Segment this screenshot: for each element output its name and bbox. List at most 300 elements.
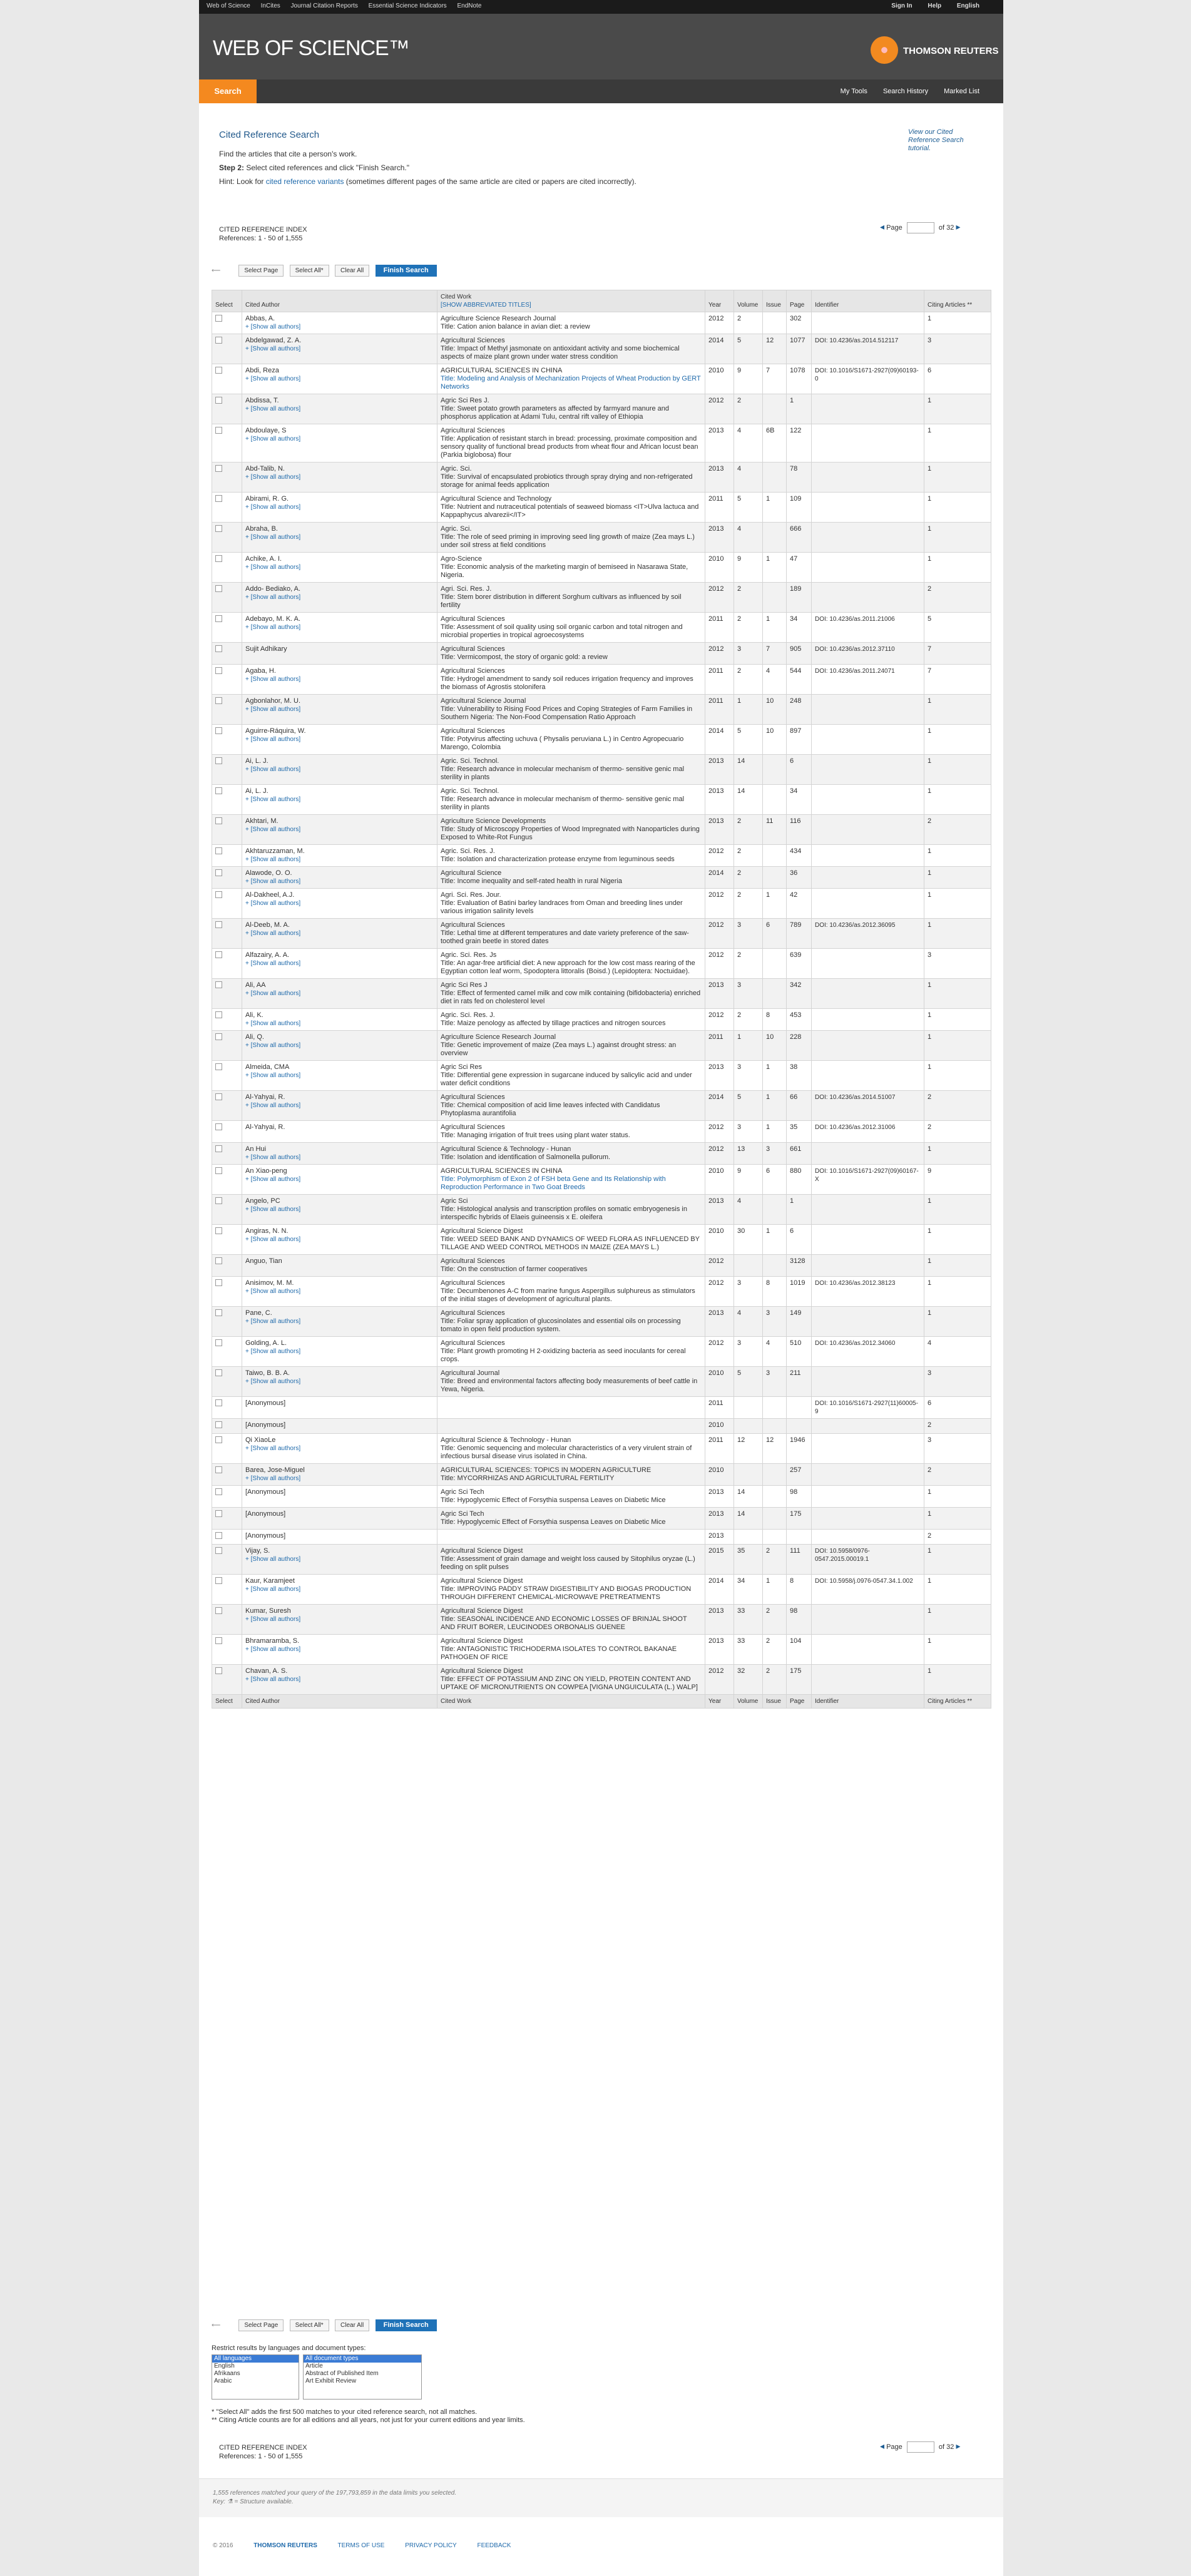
- feedback-link[interactable]: FEEDBACK: [477, 2542, 511, 2549]
- select-all-button[interactable]: Select All*: [290, 2319, 329, 2331]
- page: 434: [790, 847, 802, 855]
- clear-all-button[interactable]: Clear All: [335, 2319, 369, 2331]
- cited-author: Achike, A. I.: [245, 555, 282, 563]
- select-checkbox[interactable]: [215, 1011, 222, 1018]
- table-row: [212, 785, 991, 815]
- table-row: [212, 1464, 991, 1486]
- select-checkbox[interactable]: [215, 817, 222, 824]
- select-checkbox[interactable]: [215, 757, 222, 764]
- cited-author: Pane, C.: [245, 1309, 272, 1317]
- cited-title[interactable]: Title: Polymorphism of Exon 2 of FSH beta Gene and Its Relationship with Reproduction Performance in Two Goat Breeds: [441, 1175, 666, 1191]
- year: 2014: [708, 1093, 724, 1101]
- search-history-link[interactable]: Search History: [882, 88, 929, 95]
- show-all-authors-link[interactable]: + [Show all authors]: [245, 474, 301, 481]
- finish-search-button[interactable]: Finish Search: [376, 265, 437, 277]
- citing-count: 1: [928, 397, 932, 404]
- next-page-icon[interactable]: ▸: [956, 2441, 961, 2451]
- show-all-authors-link[interactable]: + [Show all authors]: [245, 345, 301, 352]
- citing-count: 1: [928, 427, 932, 434]
- cited-work: Agriculture Science Research Journal: [441, 1033, 556, 1041]
- pager-top: ◂ Page of 32 ▸: [880, 222, 960, 233]
- cited-author: [Anonymous]: [245, 1510, 286, 1518]
- issue: 1: [766, 1093, 770, 1101]
- identifier: DOI: 10.4236/as.2012.37110: [815, 646, 895, 653]
- table-row: [212, 1530, 991, 1545]
- select-checkbox[interactable]: [215, 1667, 222, 1674]
- citing-count: 6: [928, 1399, 932, 1407]
- volume: 5: [737, 337, 742, 344]
- citing-count: 1: [928, 1227, 932, 1235]
- page: 36: [790, 869, 798, 877]
- select-checkbox[interactable]: [215, 427, 222, 434]
- table-row: [212, 463, 991, 493]
- select-checkbox[interactable]: [215, 1577, 222, 1584]
- show-all-authors-link[interactable]: + [Show all authors]: [245, 1318, 301, 1325]
- table-row: [212, 889, 991, 919]
- year: 2013: [708, 1063, 724, 1071]
- page: 98: [790, 1607, 798, 1615]
- issue: 2: [766, 1607, 770, 1615]
- table-row: [212, 725, 991, 755]
- page: 789: [790, 921, 802, 929]
- page: [199, 0, 1003, 2576]
- show-all-authors-link[interactable]: + [Show all authors]: [245, 1042, 301, 1049]
- select-checkbox[interactable]: [215, 615, 222, 622]
- cited-title: Title: Cation anion balance in avian diet: a review: [441, 323, 590, 330]
- cited-work: Agric. Sci.: [441, 465, 472, 473]
- show-all-authors-link[interactable]: + [Show all authors]: [245, 376, 301, 382]
- cited-author: Ali, AA: [245, 981, 266, 989]
- cited-title: Title: Effect of fermented camel milk and cow milk containing (bifidobacteria) enriched diet in rats fed on cholesterol level: [441, 989, 701, 1005]
- identifier: DOI: 10.5958/0976-0547.2015.00019.1: [815, 1548, 870, 1563]
- year: 2015: [708, 1547, 724, 1555]
- show-all-authors-link[interactable]: + [Show all authors]: [245, 796, 301, 803]
- cited-author: Akhtaruzzaman, M.: [245, 847, 305, 855]
- page: 104: [790, 1637, 802, 1645]
- doctype-listbox[interactable]: All document types Article Abstract of Published Item Art Exhibit Review: [303, 2354, 422, 2400]
- year: 2012: [708, 397, 724, 404]
- identifier: DOI: 10.4236/as.2012.38123: [815, 1280, 896, 1287]
- page: 175: [790, 1667, 802, 1675]
- product-link[interactable]: Web of Science: [207, 3, 250, 9]
- citing-count: 6: [928, 367, 932, 374]
- restrict-label: Restrict results by languages and document types:: [212, 2344, 366, 2352]
- product-link[interactable]: EndNote: [457, 3, 482, 9]
- year: 2011: [708, 667, 723, 675]
- select-checkbox[interactable]: [215, 869, 222, 876]
- citing-count: 1: [928, 465, 932, 473]
- volume: 3: [737, 1339, 742, 1347]
- select-checkbox[interactable]: [215, 1607, 222, 1614]
- table-row: [212, 523, 991, 553]
- cited-work: Agricultural Sciences: [441, 1123, 505, 1131]
- cited-author: Angelo, PC: [245, 1197, 280, 1205]
- table-row: [212, 1225, 991, 1255]
- cited-title: Title: Hypoglycemic Effect of Forsythia suspensa Leaves on Diabetic Mice: [441, 1518, 666, 1526]
- select-checkbox[interactable]: [215, 1532, 222, 1539]
- show-all-authors-link[interactable]: + [Show all authors]: [245, 504, 301, 511]
- issue: 3: [766, 1309, 770, 1317]
- cited-work: Agric Sci Res J: [441, 981, 488, 989]
- issue: 2: [766, 1667, 770, 1675]
- terms-link[interactable]: TERMS OF USE: [337, 2542, 385, 2549]
- page-input[interactable]: [907, 222, 934, 233]
- select-checkbox[interactable]: [215, 1421, 222, 1428]
- select-checkbox[interactable]: [215, 697, 222, 704]
- issue: 6: [766, 921, 770, 929]
- page: 1946: [790, 1436, 805, 1444]
- volume: 2: [737, 585, 742, 593]
- select-checkbox[interactable]: [215, 1197, 222, 1204]
- show-all-authors-link[interactable]: + [Show all authors]: [245, 736, 301, 743]
- tutorial-link[interactable]: View our Cited Reference Search tutorial.: [908, 128, 964, 152]
- product-link[interactable]: Essential Science Indicators: [368, 3, 447, 9]
- nav-bar: [199, 79, 1003, 103]
- cited-author: Ali, Q.: [245, 1033, 264, 1041]
- identifier: DOI: 10.1016/S1671-2927(09)60167-X: [815, 1168, 919, 1183]
- page: 38: [790, 1063, 798, 1071]
- issue: 2: [766, 1637, 770, 1645]
- select-checkbox[interactable]: [215, 465, 222, 472]
- select-checkbox[interactable]: [215, 495, 222, 502]
- brand-logo: THOMSON REUTERS: [871, 34, 971, 65]
- cited-title: Title: Genetic improvement of maize (Zea mays L.) against drought stress: an overview: [441, 1041, 677, 1057]
- year: 2012: [708, 585, 724, 593]
- select-checkbox[interactable]: [215, 1436, 222, 1443]
- cited-title: Title: Differential gene expression in sugarcane induced by salicylic acid and under water deficit conditions: [441, 1071, 692, 1087]
- cited-title[interactable]: Title: Modeling and Analysis of Mechanization Projects of Wheat Production by GERT Networks: [441, 375, 701, 391]
- cited-title: Title: Potyvirus affecting uchuva ( Physalis peruviana L.) in Centro Agropecuario Marengo, Colombia: [441, 735, 684, 751]
- cited-work: Agric Sci: [441, 1197, 468, 1205]
- cited-author: Abdoulaye, S: [245, 427, 287, 434]
- select-checkbox[interactable]: [215, 1488, 222, 1495]
- table-row: [212, 1165, 991, 1195]
- table-row: [212, 1635, 991, 1665]
- select-checkbox[interactable]: [215, 1123, 222, 1130]
- year: 2010: [708, 1167, 724, 1175]
- table-row: [212, 979, 991, 1009]
- show-all-authors-link[interactable]: + [Show all authors]: [245, 1556, 301, 1563]
- table-row: [212, 1061, 991, 1091]
- year: 2012: [708, 315, 724, 322]
- select-checkbox[interactable]: [215, 1167, 222, 1174]
- table-row: [212, 1121, 991, 1143]
- show-all-authors-link[interactable]: + [Show all authors]: [245, 436, 301, 442]
- citing-count: 2: [928, 585, 932, 593]
- table-row: [212, 1575, 991, 1605]
- table-row: [212, 1508, 991, 1530]
- issue: 1: [766, 1123, 770, 1131]
- show-all-authors-link[interactable]: + [Show all authors]: [245, 624, 301, 631]
- year: 2014: [708, 337, 724, 344]
- year: 2013: [708, 1637, 724, 1645]
- variants-link[interactable]: cited reference variants: [265, 177, 344, 186]
- cited-work: Agric Sci Tech: [441, 1510, 484, 1518]
- select-all-button[interactable]: Select All*: [290, 265, 329, 277]
- cited-author: Kumar, Suresh: [245, 1607, 291, 1615]
- page: 1078: [790, 367, 805, 374]
- show-all-authors-link[interactable]: + [Show all authors]: [245, 1646, 301, 1653]
- show-all-authors-link[interactable]: + [Show all authors]: [245, 960, 301, 967]
- page-input[interactable]: [907, 2441, 934, 2453]
- show-all-authors-link[interactable]: + [Show all authors]: [245, 1176, 301, 1183]
- citing-count: 1: [928, 869, 932, 877]
- year: 2010: [708, 1369, 724, 1377]
- my-tools-menu[interactable]: My Tools: [840, 88, 867, 95]
- prev-page-icon[interactable]: ◂: [880, 222, 885, 232]
- search-tab[interactable]: Search: [199, 79, 257, 103]
- table-row: [212, 695, 991, 725]
- citing-count: 7: [928, 667, 932, 675]
- header-row: Select Cited Author Cited Work [SHOW ABBREVIATED TITLES] Year Volume Issue Page Identifier Citing Articles **: [212, 290, 991, 312]
- select-checkbox[interactable]: [215, 667, 222, 674]
- citing-count: 1: [928, 1279, 932, 1287]
- show-all-authors-link[interactable]: + [Show all authors]: [245, 900, 301, 907]
- show-all-authors-link[interactable]: + [Show all authors]: [245, 1072, 301, 1079]
- citing-count: 2: [928, 817, 932, 825]
- select-checkbox[interactable]: [215, 1399, 222, 1406]
- volume: 2: [737, 847, 742, 855]
- cited-author: Al-Yahyai, R.: [245, 1123, 285, 1131]
- show-all-authors-link[interactable]: + [Show all authors]: [245, 1378, 301, 1385]
- select-checkbox[interactable]: [215, 337, 222, 344]
- brand-circle-icon: [871, 36, 898, 64]
- citing-count: 1: [928, 1309, 932, 1317]
- page: 122: [790, 427, 802, 434]
- prev-page-icon[interactable]: ◂: [880, 2441, 885, 2451]
- cited-title: Title: Hypoglycemic Effect of Forsythia suspensa Leaves on Diabetic Mice: [441, 1496, 666, 1504]
- select-checkbox[interactable]: [215, 315, 222, 322]
- show-all-authors-link[interactable]: + [Show all authors]: [245, 534, 301, 541]
- year: 2013: [708, 1197, 724, 1205]
- volume: 4: [737, 1197, 742, 1205]
- show-all-authors-link[interactable]: + [Show all authors]: [245, 1676, 301, 1683]
- select-page-button[interactable]: Select Page: [238, 265, 284, 277]
- select-checkbox[interactable]: [215, 727, 222, 734]
- cited-author: Aguirre-Ráquira, W.: [245, 727, 306, 735]
- show-all-authors-link[interactable]: + [Show all authors]: [245, 676, 301, 683]
- show-all-authors-link[interactable]: + [Show all authors]: [245, 564, 301, 571]
- select-checkbox[interactable]: [215, 1369, 222, 1376]
- select-checkbox[interactable]: [215, 585, 222, 592]
- citing-count: 1: [928, 1011, 932, 1019]
- citing-count: 4: [928, 1339, 932, 1347]
- select-checkbox[interactable]: [215, 951, 222, 958]
- citing-count: 1: [928, 1577, 932, 1585]
- citing-count: 1: [928, 981, 932, 989]
- citing-count: 1: [928, 727, 932, 735]
- select-checkbox[interactable]: [215, 891, 222, 898]
- show-all-authors-link[interactable]: + [Show all authors]: [245, 878, 301, 885]
- cited-author: Anisimov, M. M.: [245, 1279, 294, 1287]
- arrow-icon: ⟵: [212, 2322, 221, 2329]
- select-checkbox[interactable]: [215, 645, 222, 652]
- year: 2013: [708, 1607, 724, 1615]
- volume: 3: [737, 1279, 742, 1287]
- show-all-authors-link[interactable]: + [Show all authors]: [245, 990, 301, 997]
- show-all-authors-link[interactable]: + [Show all authors]: [245, 1236, 301, 1243]
- volume: 9: [737, 1167, 742, 1175]
- select-checkbox[interactable]: [215, 1510, 222, 1517]
- cited-title: Title: The role of seed priming in improving seed ling growth of maize (Zea mays L.) under soil stress at field conditions: [441, 533, 695, 549]
- show-all-authors-link[interactable]: + [Show all authors]: [245, 766, 301, 773]
- cited-title: Title: MYCORRHIZAS AND AGRICULTURAL FERTILITY: [441, 1475, 615, 1482]
- select-checkbox[interactable]: [215, 921, 222, 928]
- cited-title: Title: Vulnerability to Rising Food Prices and Coping Strategies of Farm Families in Southern Nigeria: The Non-Food Compensation Ratio Approach: [441, 705, 693, 721]
- select-checkbox[interactable]: [215, 847, 222, 854]
- cited-title: Title: Vermicompost, the story of organic gold: a review: [441, 653, 608, 661]
- show-all-authors-link[interactable]: + [Show all authors]: [245, 1445, 301, 1452]
- cited-title: Title: Nutrient and nutraceutical potentials of seaweed biomass <IT>Ulva lactuca and Kappaphycus alvarezii</IT>: [441, 503, 699, 519]
- show-all-authors-link[interactable]: + [Show all authors]: [245, 706, 301, 713]
- wos-logo[interactable]: WEB OF SCIENCE™: [213, 36, 409, 60]
- year: 2012: [708, 1011, 724, 1019]
- show-all-authors-link[interactable]: + [Show all authors]: [245, 1475, 301, 1482]
- cited-work: Agricultural Science Digest: [441, 1227, 523, 1235]
- product-link[interactable]: Journal Citation Reports: [290, 3, 358, 9]
- select-checkbox[interactable]: [215, 525, 222, 532]
- show-all-authors-link[interactable]: + [Show all authors]: [245, 1348, 301, 1355]
- cited-author: An Xiao-peng: [245, 1167, 287, 1175]
- results-footer: 1,555 references matched your query of the 197,793,859 in the data limits you selected. Key: ⚗ = Structure available.: [199, 2478, 1003, 2517]
- cited-work: Agric Sci Res J.: [441, 397, 489, 404]
- show-all-authors-link[interactable]: + [Show all authors]: [245, 1020, 301, 1027]
- volume: 14: [737, 1488, 745, 1496]
- cited-work: Agric. Sci.: [441, 525, 472, 533]
- show-all-authors-link[interactable]: + [Show all authors]: [245, 1288, 301, 1295]
- cited-work: Agricultural Sciences: [441, 427, 505, 434]
- select-checkbox[interactable]: [215, 1279, 222, 1286]
- product-link[interactable]: InCites: [260, 3, 280, 9]
- identifier: DOI: 10.4236/as.2012.36095: [815, 922, 896, 929]
- abbrev-titles-link[interactable]: [SHOW ABBREVIATED TITLES]: [441, 302, 531, 309]
- show-all-authors-link[interactable]: + [Show all authors]: [245, 826, 301, 833]
- cited-title: Title: On the construction of farmer cooperatives: [441, 1265, 588, 1273]
- show-all-authors-link[interactable]: + [Show all authors]: [245, 930, 301, 937]
- volume: 13: [737, 1145, 745, 1153]
- cited-work: Agri. Sci. Res. Jour.: [441, 891, 501, 899]
- year: 2013: [708, 1309, 724, 1317]
- arrow-icon: ⟵: [212, 267, 221, 274]
- cited-work: Agricultural Sciences: [441, 1257, 505, 1265]
- select-checkbox[interactable]: [215, 1063, 222, 1070]
- finish-search-button[interactable]: Finish Search: [376, 2319, 437, 2331]
- select-checkbox[interactable]: [215, 555, 222, 562]
- next-page-icon[interactable]: ▸: [956, 222, 961, 232]
- cited-work: AGRICULTURAL SCIENCES IN CHINA: [441, 367, 563, 374]
- issue: 1: [766, 555, 770, 563]
- select-checkbox[interactable]: [215, 1339, 222, 1346]
- page: 1: [790, 397, 794, 404]
- cited-work: Agricultural Science Journal: [441, 697, 526, 705]
- cited-title: Title: Decumbenones A-C from marine fungus Aspergillus sulphureus as stimulators of the initial stages of development of agricultural plants.: [441, 1287, 695, 1303]
- citing-count: 2: [928, 1093, 932, 1101]
- cited-work: Agric. Sci. Res. J.: [441, 1011, 495, 1019]
- show-all-authors-link[interactable]: + [Show all authors]: [245, 1616, 301, 1623]
- page: 42: [790, 891, 798, 899]
- clear-all-button[interactable]: Clear All: [335, 265, 369, 277]
- page: 1: [790, 1197, 794, 1205]
- select-checkbox[interactable]: [215, 1093, 222, 1100]
- select-checkbox[interactable]: [215, 1547, 222, 1554]
- volume: 4: [737, 1309, 742, 1317]
- marked-list-link[interactable]: Marked List: [944, 88, 979, 95]
- year: 2013: [708, 1510, 724, 1518]
- show-all-authors-link[interactable]: + [Show all authors]: [245, 406, 301, 412]
- citing-count: 1: [928, 1257, 932, 1265]
- select-checkbox[interactable]: [215, 1309, 222, 1316]
- select-checkbox[interactable]: [215, 367, 222, 374]
- issue: 1: [766, 1063, 770, 1071]
- table-row: [212, 1307, 991, 1337]
- cited-title: Title: Isolation and identification of Salmonella pullorum.: [441, 1153, 611, 1161]
- show-all-authors-link[interactable]: + [Show all authors]: [245, 324, 301, 330]
- year: 2012: [708, 1145, 724, 1153]
- language-listbox[interactable]: All languages English Afrikaans Arabic: [212, 2354, 299, 2400]
- table-row: [212, 1367, 991, 1397]
- select-checkbox[interactable]: [215, 1257, 222, 1264]
- show-all-authors-link[interactable]: + [Show all authors]: [245, 1154, 301, 1161]
- page: 661: [790, 1145, 802, 1153]
- volume: 4: [737, 427, 742, 434]
- cited-title: Title: EFFECT OF POTASSIUM AND ZINC ON YIELD, PROTEIN CONTENT AND UPTAKE OF MICRONUTRIENTS ON COWPEA [VIGNA UNGUICULATA (L.) WALP]: [441, 1675, 698, 1691]
- show-all-authors-link[interactable]: + [Show all authors]: [245, 1586, 301, 1593]
- volume: 1: [737, 697, 742, 705]
- cited-work: Agricultural Sciences: [441, 1309, 505, 1317]
- select-checkbox[interactable]: [215, 981, 222, 988]
- select-checkbox[interactable]: [215, 397, 222, 404]
- show-all-authors-link[interactable]: + [Show all authors]: [245, 1206, 301, 1213]
- select-checkbox[interactable]: [215, 1145, 222, 1152]
- select-checkbox[interactable]: [215, 1466, 222, 1473]
- table-row: [212, 815, 991, 845]
- language-menu[interactable]: English: [956, 3, 979, 9]
- year: 2013: [708, 787, 724, 795]
- cited-work: Agri. Sci. Res. J.: [441, 585, 492, 593]
- cited-author: Chavan, A. S.: [245, 1667, 288, 1675]
- issue: 10: [766, 697, 774, 705]
- volume: 2: [737, 1011, 742, 1019]
- select-checkbox[interactable]: [215, 1033, 222, 1040]
- volume: 3: [737, 981, 742, 989]
- help-link[interactable]: Help: [928, 3, 942, 9]
- select-checkbox[interactable]: [215, 1227, 222, 1234]
- select-checkbox[interactable]: [215, 1637, 222, 1644]
- issue: 4: [766, 667, 770, 675]
- page-title: Cited Reference Search: [219, 130, 320, 140]
- show-all-authors-link[interactable]: + [Show all authors]: [245, 594, 301, 601]
- year: 2012: [708, 891, 724, 899]
- show-all-authors-link[interactable]: + [Show all authors]: [245, 1102, 301, 1109]
- volume: 1: [737, 1033, 742, 1041]
- show-all-authors-link[interactable]: + [Show all authors]: [245, 856, 301, 863]
- citing-count: 1: [928, 757, 932, 765]
- page: 6: [790, 1227, 794, 1235]
- identifier: DOI: 10.4236/as.2012.34060: [815, 1340, 896, 1347]
- pager-bottom: ◂ Page of 32 ▸: [880, 2441, 960, 2453]
- cited-author: Al-Deeb, M. A.: [245, 921, 290, 929]
- cited-work: Agric. Sci. Res. J.: [441, 847, 495, 855]
- sign-in-menu[interactable]: Sign In: [891, 3, 912, 9]
- select-page-button[interactable]: Select Page: [238, 2319, 284, 2331]
- cited-title: Title: Histological analysis and transcription profiles on somatic embryogenesis in interspecific hybrids of Elaeis guineensis x E. oleifera: [441, 1205, 687, 1221]
- table-row: [212, 1337, 991, 1367]
- identifier: DOI: 10.4236/as.2011.24071: [815, 668, 895, 675]
- volume: 2: [737, 869, 742, 877]
- select-checkbox[interactable]: [215, 787, 222, 794]
- privacy-link[interactable]: PRIVACY POLICY: [405, 2542, 457, 2549]
- issue: 3: [766, 1369, 770, 1377]
